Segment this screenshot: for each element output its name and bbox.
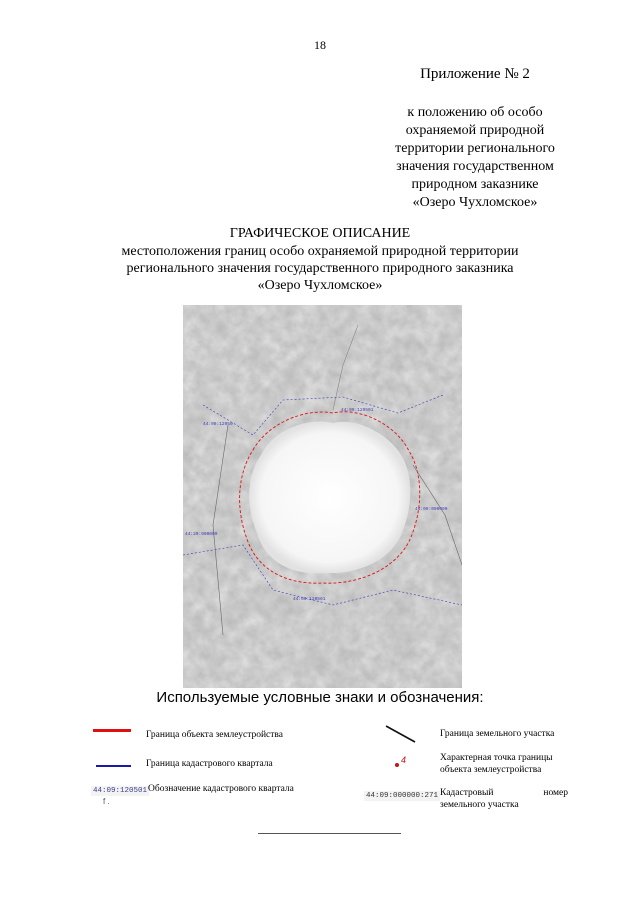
map-cadastral-label: 44:09:000000 (415, 507, 448, 512)
appendix-line: охраняемой природной (405, 123, 545, 138)
parcel-number-label-line (440, 787, 568, 799)
appendix-line: к положению об особо (407, 105, 543, 120)
appendix-line: значения государственном (396, 159, 554, 174)
appendix-heading: Приложение № 2 (420, 66, 530, 82)
subtitle-line: местоположения границ особо охраняемой природной территории (121, 244, 519, 259)
object-boundary-label: Граница объекта землеустройства (146, 730, 283, 740)
quarter-boundary-label: Граница кадастрового квартала (146, 759, 273, 769)
parcel-code-sample: 44:09:000000:271 (366, 792, 439, 800)
subtitle-line: регионального значения государственного природного заказника (126, 261, 514, 276)
parcel-number-label (440, 787, 568, 811)
appendix-body (360, 104, 590, 212)
parcel-boundary-swatch (385, 724, 417, 744)
quarter-code-sample-below: f . (103, 797, 110, 806)
map-cadastral-label: 44:20:000000 (185, 532, 218, 537)
boundary-point-swatch (395, 763, 399, 767)
appendix-line: «Озеро Чухломское» (412, 195, 538, 210)
quarter-code-sample: 44:09:120501 (93, 787, 148, 795)
page-number: 18 (314, 38, 326, 52)
map-cadastral-label: 44:09:120501 (341, 408, 374, 413)
legend-title: Используемые условные знаки и обозначения: (156, 689, 484, 706)
parcel-number-word: номер (543, 788, 568, 798)
satellite-map (183, 305, 462, 688)
appendix-line: природном заказнике (411, 177, 539, 192)
boundary-point-label (440, 752, 553, 776)
parcel-boundary-label: Граница земельного участка (440, 729, 555, 739)
document-title: ГРАФИЧЕСКОЕ ОПИСАНИЕ (229, 226, 411, 241)
subtitle-line: «Озеро Чухломское» (257, 278, 383, 293)
lake (249, 422, 410, 574)
object-boundary-swatch (93, 729, 131, 732)
map-cadastral-label: 44:09:12050 (203, 422, 233, 427)
boundary-point-number: 4 (401, 755, 407, 765)
parcel-number-word: Кадастровый (440, 788, 494, 798)
footnote-rule (258, 833, 401, 834)
document-subtitle (80, 243, 560, 294)
parcel-number-label-line: земельного участка (440, 800, 519, 810)
quarter-designation-label: Обозначение кадастрового квартала (148, 784, 294, 794)
map-cadastral-label: 44:09:120501 (293, 597, 326, 602)
boundary-point-label-line: объекта землеустройства (440, 765, 542, 775)
boundary-point-label-line: Характерная точка границы (440, 753, 553, 763)
quarter-boundary-swatch (96, 765, 131, 767)
appendix-line: территории регионального (395, 141, 555, 156)
